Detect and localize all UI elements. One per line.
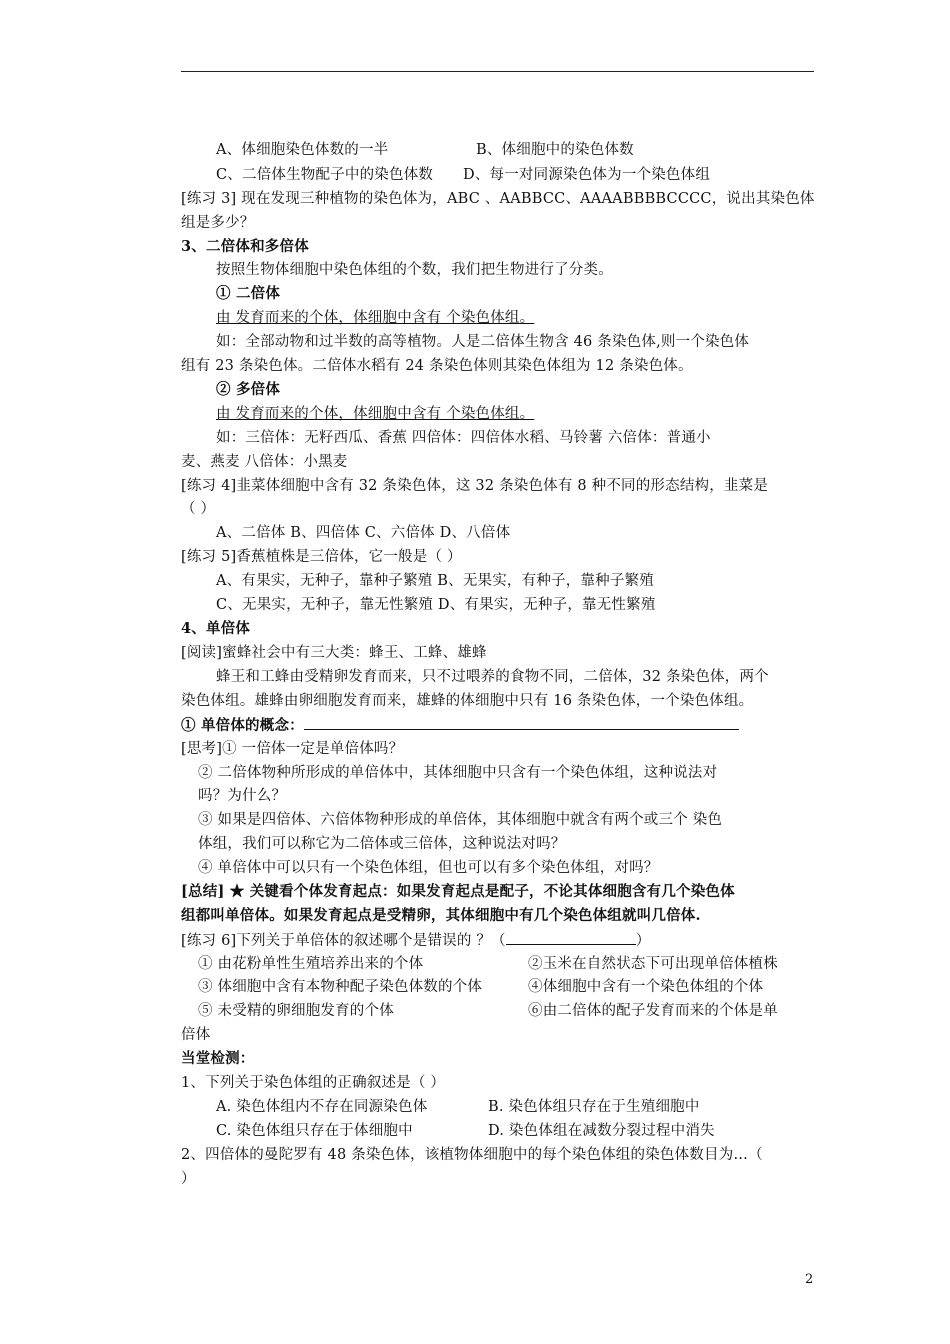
answer-blank (506, 930, 636, 945)
exercise-4-blank: （ ） (181, 501, 216, 517)
exercise-5-options-ab: A、有果实，无种子，靠种子繁殖 B、无果实，有种子，靠种子繁殖 (216, 573, 654, 589)
diploid-definition: 由 发育而来的个体，体细胞中含有 个染色体组。 (216, 310, 535, 326)
exercise-4: [练习 4]韭菜体细胞中含有 32 条染色体，这 32 条染色体有 8 种不同的形态结构，韭菜是 (181, 478, 769, 494)
diploid-heading: ① 二倍体 (216, 285, 281, 302)
option-c: C、二倍体生物配子中的染色体数 (216, 167, 434, 183)
think-2: ② 二倍体物种所形成的单倍体中，其体细胞中只含有一个染色体组，这种说法对 (198, 765, 718, 781)
reading-paragraph-cont: 染色体组。雄蜂由卵细胞发育而来，雄蜂的体细胞中只有 16 条染色体，一个染色体组。 (181, 693, 754, 709)
question-2: 2、四倍体的曼陀罗有 48 条染色体，该植物体细胞中的每个染色体组的染色体数目为…（ (181, 1147, 763, 1163)
diploid-example: 如：全部动物和过半数的高等植物。人是二倍体生物含 46 条染色体,则一个染色体 (216, 334, 750, 350)
think-2-cont: 吗？为什么？ (198, 788, 287, 804)
diploid-example-cont: 组有 23 条染色体。二倍体水稻有 24 条染色体则其染色体组为 12 条染色体。 (181, 358, 693, 374)
exercise-6-options-cont: 倍体 (181, 1027, 211, 1043)
paragraph: 按照生物体细胞中染色体组的个数，我们把生物进行了分类。 (216, 262, 613, 278)
exercise-4-options: A、二倍体 B、四倍体 C、六倍体 D、八倍体 (216, 525, 511, 541)
polyploid-example: 如：三倍体：无籽西瓜、香蕉 四倍体：四倍体水稻、马铃薯 六倍体：普通小 (216, 430, 711, 446)
option-d: D、每一对同源染色体为一个染色体组 (463, 167, 711, 183)
option-b: B、体细胞中的染色体数 (476, 142, 634, 158)
exercise-5-options-cd: C、无果实，无种子，靠无性繁殖 D、有果实，无种子，靠无性繁殖 (216, 597, 656, 613)
exercise-5: [练习 5]香蕉植株是三倍体，它一般是（ ） (181, 549, 462, 565)
answer-blank (304, 715, 739, 730)
think-4: ④ 单倍体中可以只有一个染色体组，但也可以有多个染色体组，对吗？ (198, 860, 659, 876)
exercise-3-cont: 组是多少？ (181, 215, 255, 231)
polyploid-example-cont: 麦、燕麦 八倍体：小黑麦 (181, 454, 348, 470)
section-3-heading: 3、二倍体和多倍体 (181, 238, 309, 255)
section-4-heading: 4、单倍体 (181, 620, 251, 637)
reading-paragraph: 蜂王和工蜂由受精卵发育而来，只不过喂养的食物不同，二倍体，32 条染色体，两个 (216, 669, 769, 685)
exercise-3: [练习 3] 现在发现三种植物的染色体为，ABC 、AABBCC、AAAABBBBCCCC，说出其染色体 (181, 191, 815, 207)
in-class-test-heading: 当堂检测： (181, 1050, 255, 1067)
think-3-cont: 体组，我们可以称它为二倍体或三倍体，这种说法对吗？ (198, 836, 566, 852)
polyploid-heading: ② 多倍体 (216, 381, 281, 398)
polyploid-definition: 由 发育而来的个体，体细胞中含有 个染色体组。 (216, 406, 535, 422)
exercise-6: [练习 6]下列关于单倍体的叙述哪个是错误的 ？（ ） (181, 930, 817, 951)
page-number: 2 (805, 1272, 814, 1287)
think-3: ③ 如果是四倍体、六倍体物种形成的单倍体，其体细胞中就含有两个或三个 染色 (198, 812, 723, 828)
question-1: 1、下列关于染色体组的正确叙述是（ ） (181, 1075, 446, 1091)
think-1: [思考]① 一倍体一定是单倍体吗？ (181, 741, 404, 757)
summary: [总结] ★ 关键看个体发育起点：如果发育起点是配子，不论其体细胞含有几个染色体 (181, 883, 735, 900)
option-a: A、体细胞染色体数的一半 (216, 142, 389, 158)
header-rule (181, 71, 814, 72)
summary-cont: 组都叫单倍体。如果发育起点是受精卵，其体细胞中有几个染色体组就叫几倍体. (181, 907, 701, 924)
question-2-cont: ） (181, 1171, 196, 1187)
haploid-concept: ① 单倍体的概念： (181, 715, 817, 736)
reading: [阅读]蜜蜂社会中有三大类：蜂王、工蜂、雄蜂 (181, 645, 487, 661)
